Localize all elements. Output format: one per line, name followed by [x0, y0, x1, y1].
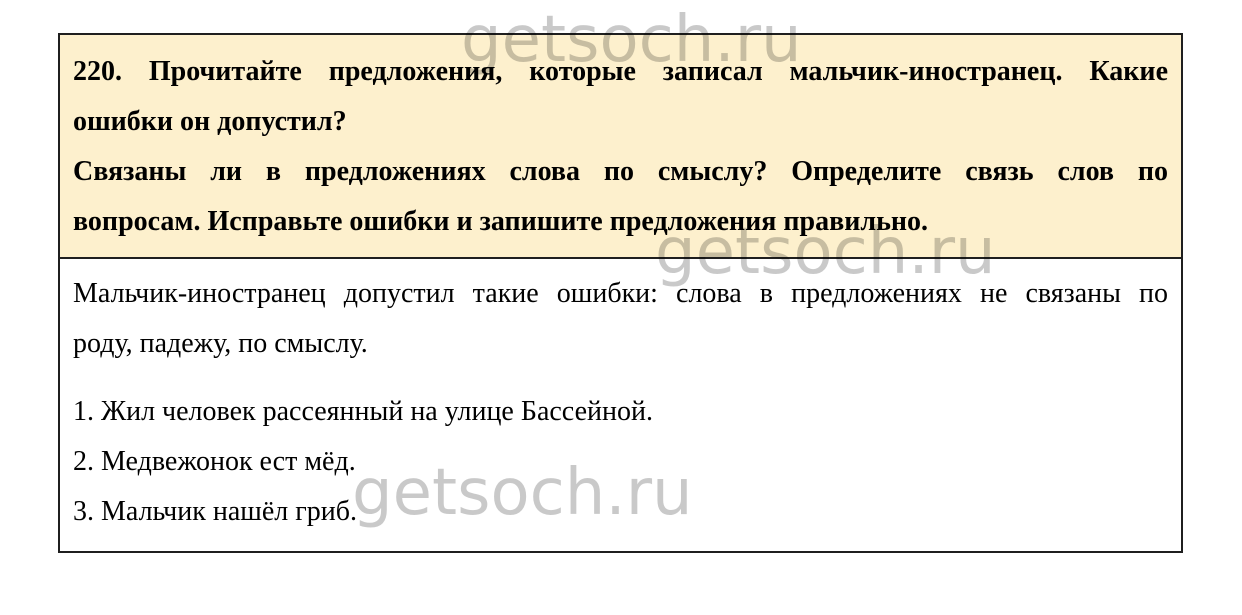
task-line-3: Связаны ли в предложениях слова по смыслу? Определите связь слов по — [73, 156, 1168, 187]
task-line-1: 220. Прочитайте предложения, которые записал мальчик-иностранец. Какие — [73, 56, 1168, 87]
answer-line-2: роду, падежу, по смыслу. — [73, 328, 368, 359]
watermark-top: getsoch.ru — [461, 3, 802, 77]
answer-line-1: Мальчик-иностранец допустил такие ошибки: слова в предложениях не связаны по — [73, 278, 1168, 309]
answer-list-item-3: 3. Мальчик нашёл гриб. — [73, 496, 357, 527]
answer-list-item-1: 1. Жил человек рассеянный на улице Бассейной. — [73, 396, 653, 427]
answer-list — [73, 387, 1168, 537]
answer-box — [58, 257, 1183, 553]
answer-list-item-2: 2. Медвежонок ест мёд. — [73, 446, 356, 477]
task-line-2: ошибки он допустил? — [73, 106, 347, 137]
watermark-bottom: getsoch.ru — [352, 456, 693, 530]
task-line-4: вопросам. Исправьте ошибки и запишите предложения правильно. — [73, 206, 929, 237]
watermark-middle: getsoch.ru — [655, 215, 996, 289]
task-box — [58, 33, 1183, 259]
